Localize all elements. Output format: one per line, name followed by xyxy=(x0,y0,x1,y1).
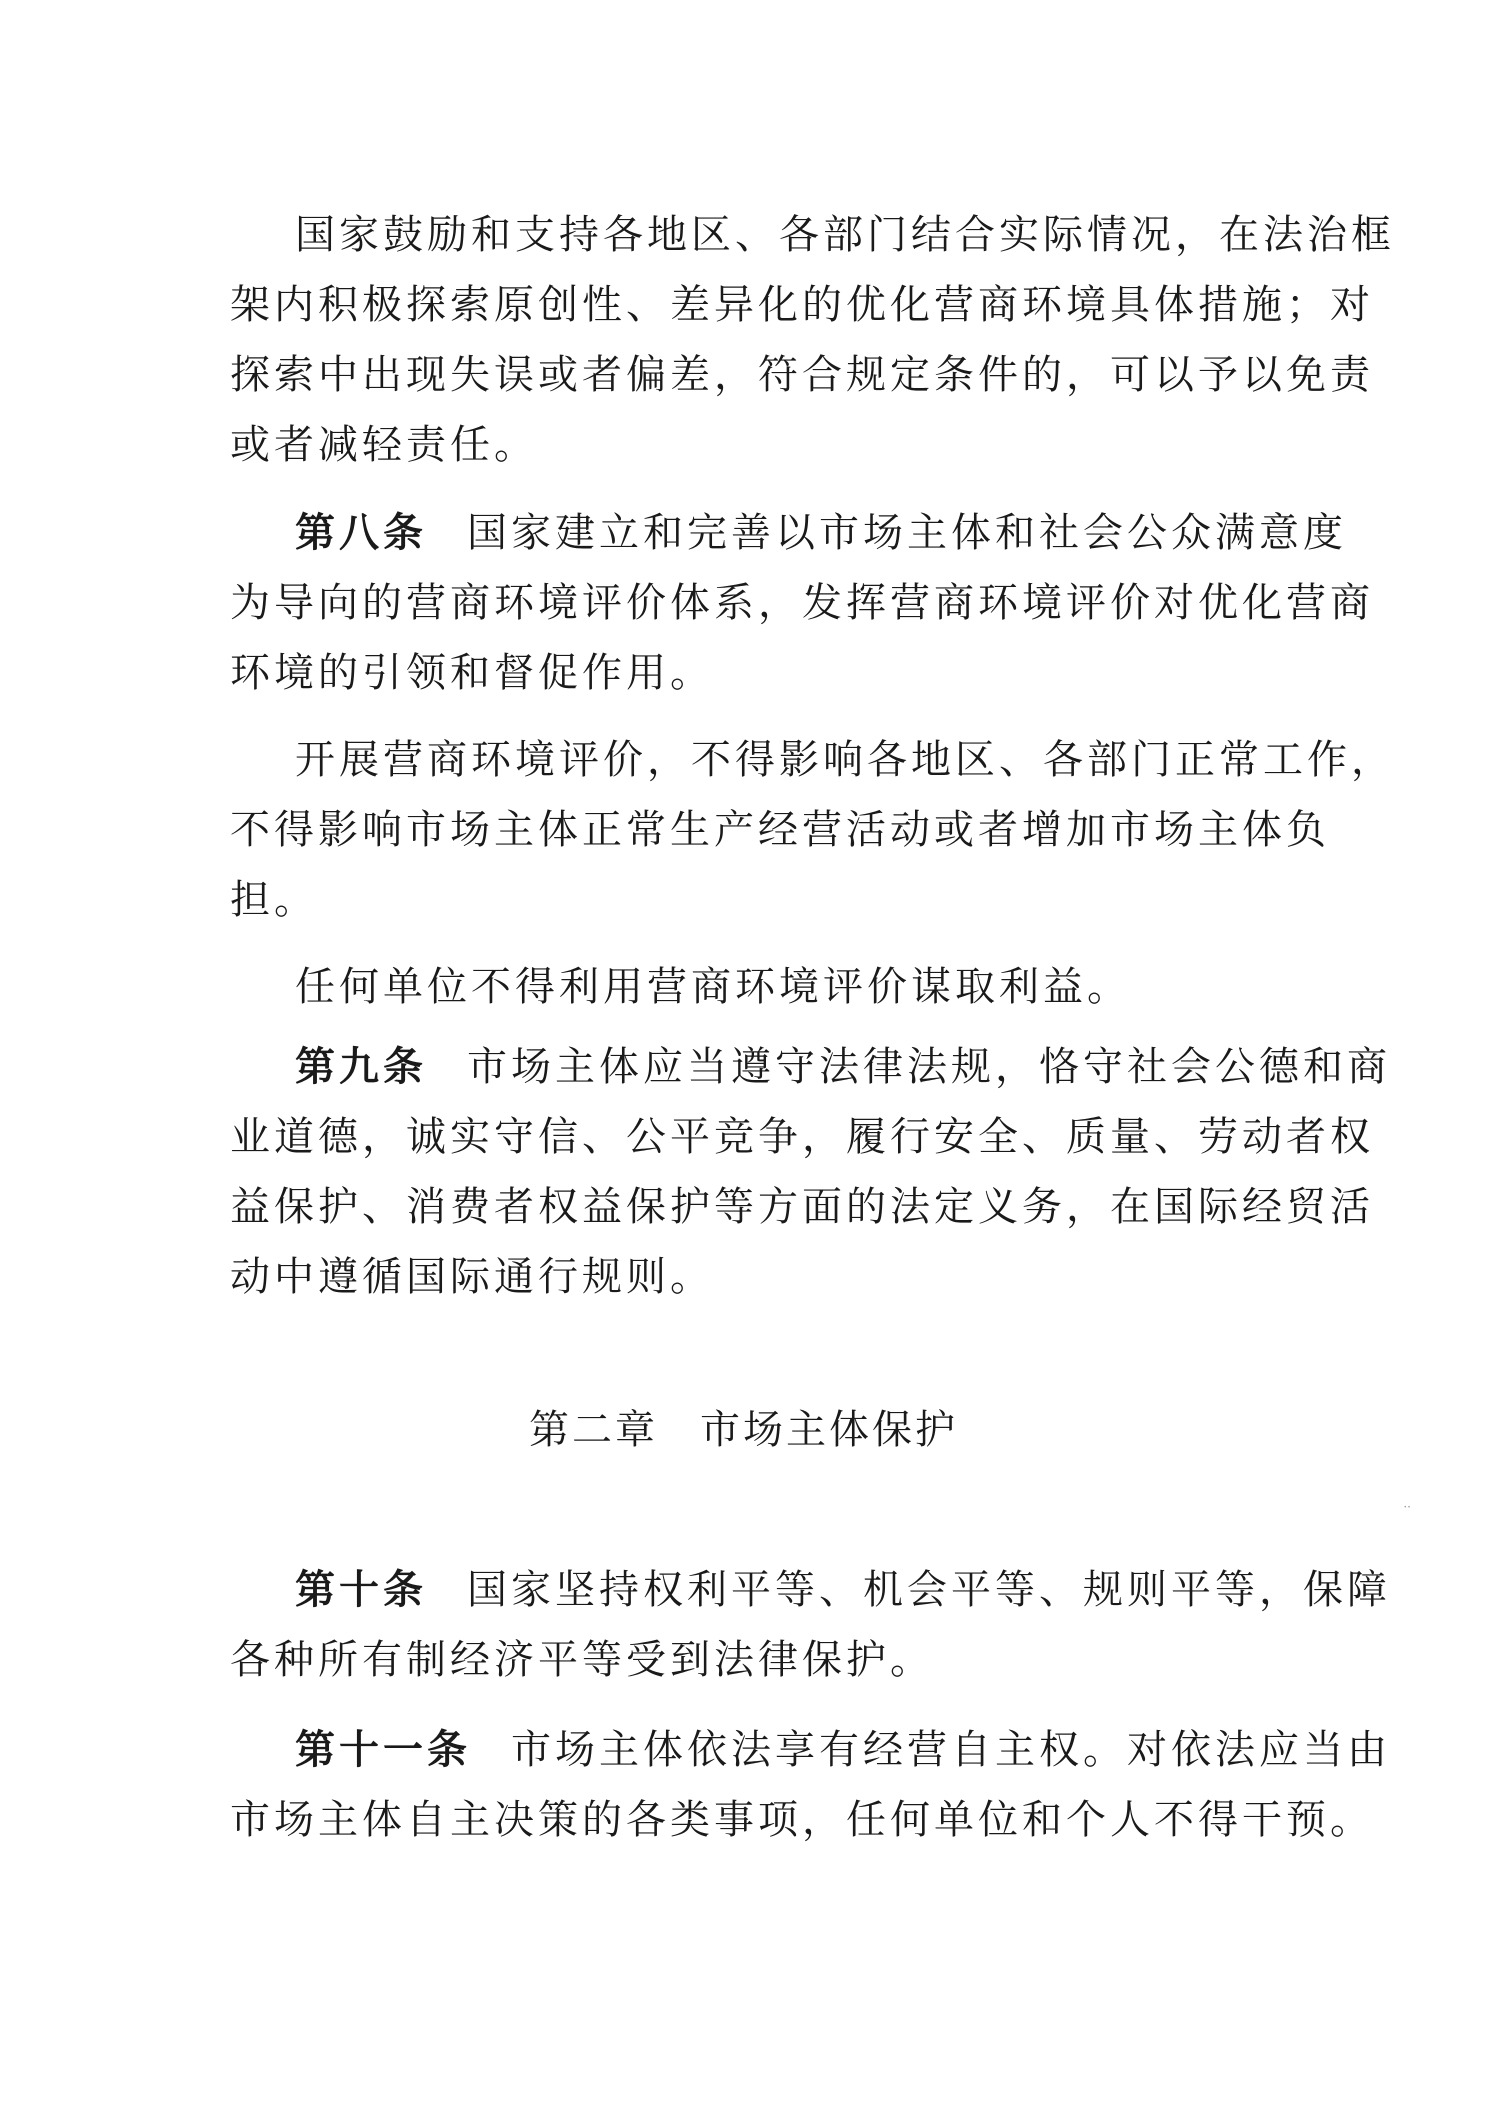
scan-speck: ·· xyxy=(1403,1500,1411,1514)
paragraph-line: 架内积极探索原创性、差异化的优化营商环境具体措施；对 xyxy=(230,282,1374,328)
article-8-text: 国家建立和完善以市场主体和社会公众满意度 xyxy=(467,510,1347,556)
paragraph-line: 业道德，诚实守信、公平竞争，履行安全、质量、劳动者权 xyxy=(230,1114,1374,1160)
paragraph-line: 开展营商环境评价，不得影响各地区、各部门正常工作， xyxy=(295,737,1395,783)
article-11-label: 第十一条 xyxy=(295,1726,471,1773)
article-10-label: 第十条 xyxy=(295,1566,427,1613)
article-8-line xyxy=(295,498,1347,568)
paragraph-line: 任何单位不得利用营商环境评价谋取利益。 xyxy=(295,964,1131,1010)
article-9-label: 第九条 xyxy=(295,1043,427,1090)
paragraph-line: 市场主体自主决策的各类事项，任何单位和个人不得干预。 xyxy=(230,1797,1374,1843)
article-10-text: 国家坚持权利平等、机会平等、规则平等，保障 xyxy=(467,1567,1391,1613)
paragraph-line: 动中遵循国际通行规则。 xyxy=(230,1254,714,1300)
article-10-line xyxy=(295,1555,1391,1625)
paragraph-line: 益保护、消费者权益保护等方面的法定义务，在国际经贸活 xyxy=(230,1184,1374,1230)
article-8-label: 第八条 xyxy=(295,509,427,556)
article-11-line xyxy=(295,1715,1391,1785)
paragraph-line: 环境的引领和督促作用。 xyxy=(230,650,714,696)
paragraph-line: 各种所有制经济平等受到法律保护。 xyxy=(230,1637,934,1683)
paragraph-line: 或者减轻责任。 xyxy=(230,422,538,468)
article-11-text: 市场主体依法享有经营自主权。对依法应当由 xyxy=(511,1727,1391,1773)
paragraph-line: 国家鼓励和支持各地区、各部门结合实际情况，在法治框 xyxy=(295,212,1395,258)
chapter-heading xyxy=(0,1395,1487,1465)
article-9-text: 市场主体应当遵守法律法规，恪守社会公德和商 xyxy=(467,1044,1391,1090)
paragraph-line: 为导向的营商环境评价体系，发挥营商环境评价对优化营商 xyxy=(230,580,1374,626)
chapter-title: 市场主体保护 xyxy=(700,1407,958,1453)
chapter-number: 第二章 xyxy=(529,1407,658,1453)
paragraph-line: 担。 xyxy=(230,877,318,923)
paragraph-line: 探索中出现失误或者偏差，符合规定条件的，可以予以免责 xyxy=(230,352,1374,398)
article-9-line xyxy=(295,1032,1391,1102)
paragraph-line: 不得影响市场主体正常生产经营活动或者增加市场主体负 xyxy=(230,807,1330,853)
